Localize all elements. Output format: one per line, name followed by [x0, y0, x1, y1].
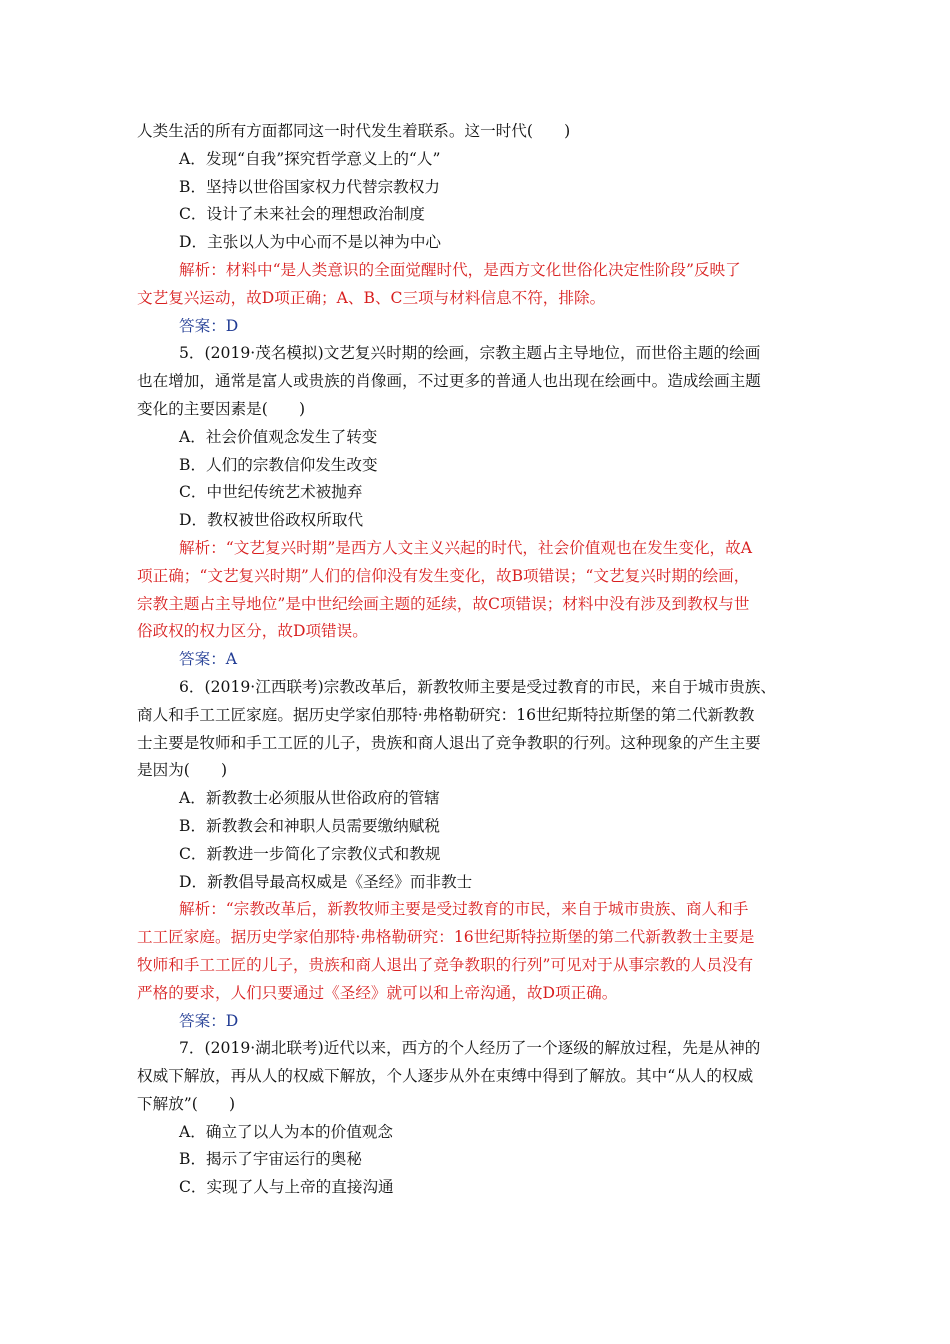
q4-option-d: D．主张以人为中心而不是以神为中心 [179, 233, 442, 252]
q6-analysis-line: 解析：“宗教改革后，新教牧师主要是受过教育的市民，来自于城市贵族、商人和手 [179, 900, 749, 919]
q5-stem-line: 变化的主要因素是( ) [137, 399, 306, 418]
q6-option-c: C．新教进一步简化了宗教仪式和教规 [179, 844, 441, 863]
q5-stem-line: 也在增加，通常是富人或贵族的肖像画，不过更多的普通人也出现在绘画中。造成绘画主题 [137, 372, 761, 391]
q5-analysis-line: 项正确；“文艺复兴时期”人们的信仰没有发生变化，故B项错误；“文艺复兴时期的绘画， [137, 566, 750, 585]
q6-analysis-line: 工工匠家庭。据历史学家伯那特·弗格勒研究：16世纪斯特拉斯堡的第二代新教教士主要是 [137, 928, 755, 947]
q4-stem-tail: 人类生活的所有方面都同这一时代发生着联系。这一时代( ) [137, 122, 571, 140]
q7-option-a: A．确立了以人为本的价值观念 [179, 1122, 393, 1141]
q5-option-a: A．社会价值观念发生了转变 [179, 427, 378, 446]
q6-option-d: D．新教倡导最高权威是《圣经》而非教士 [179, 872, 473, 891]
q7-stem-line: 下解放”( ) [137, 1094, 236, 1113]
q5-option-b: B．人们的宗教信仰发生改变 [179, 455, 378, 474]
q4-option-b: B．坚持以世俗国家权力代替宗教权力 [179, 177, 440, 196]
q6-stem-line: 商人和手工工匠家庭。据历史学家伯那特·弗格勒研究：16世纪斯特拉斯堡的第二代新教教 [137, 705, 755, 724]
q6-stem-line: 士主要是牧师和手工工匠的儿子，贵族和商人退出了竞争教职的行列。这种现象的产生主要 [137, 733, 761, 752]
q6-analysis-line: 牧师和手工工匠的儿子，贵族和商人退出了竞争教职的行列”可见对于从事宗教的人员没有 [137, 955, 754, 974]
q7-option-c: C．实现了人与上帝的直接沟通 [179, 1178, 394, 1197]
q7-stem-line: 7．(2019·湖北联考)近代以来，西方的个人经历了一个逐级的解放过程，先是从神的 [179, 1039, 761, 1058]
q5-option-d: D．教权被世俗政权所取代 [179, 511, 364, 530]
q6-analysis-line: 严格的要求，人们只要通过《圣经》就可以和上帝沟通，故D项正确。 [137, 983, 618, 1002]
q7-stem-line: 权威下解放，再从人的权威下解放，个人逐步从外在束缚中得到了解放。其中“从人的权威 [137, 1067, 754, 1086]
q5-option-c: C．中世纪传统艺术被抛弃 [179, 483, 363, 502]
q5-analysis-line: 宗教主题占主导地位”是中世纪绘画主题的延续，故C项错误；材料中没有涉及到教权与世 [137, 594, 750, 613]
q5-analysis-line: 俗政权的权力区分，故D项错误。 [137, 622, 368, 641]
q5-stem-line: 5．(2019·茂名模拟)文艺复兴时期的绘画，宗教主题占主导地位，而世俗主题的绘画 [179, 344, 761, 363]
q6-option-b: B．新教教会和神职人员需要缴纳赋税 [179, 816, 440, 835]
q6-answer: 答案：D [179, 1011, 239, 1030]
q4-option-a: A．发现“自我”探究哲学意义上的“人” [179, 149, 441, 168]
q6-stem-line: 是因为( ) [137, 761, 228, 780]
q4-option-c: C．设计了未来社会的理想政治制度 [179, 205, 425, 224]
document-body [137, 118, 815, 1202]
q5-analysis-line: 解析：“文艺复兴时期”是西方人文主义兴起的时代，社会价值观也在发生变化，故A [179, 538, 752, 557]
q4-answer: 答案：D [179, 316, 239, 335]
q4-analysis-line: 解析：材料中“是人类意识的全面觉醒时代，是西方文化世俗化决定性阶段”反映了 [179, 260, 741, 279]
q4-analysis-line: 文艺复兴运动，故D项正确；A、B、C三项与材料信息不符，排除。 [137, 288, 606, 307]
q6-option-a: A．新教教士必须服从世俗政府的管辖 [179, 789, 440, 808]
q7-option-b: B．揭示了宇宙运行的奥秘 [179, 1150, 362, 1169]
q6-stem-line: 6．(2019·江西联考)宗教改革后，新教牧师主要是受过教育的市民，来自于城市贵族、 [179, 677, 776, 696]
q5-answer: 答案：A [179, 650, 238, 669]
